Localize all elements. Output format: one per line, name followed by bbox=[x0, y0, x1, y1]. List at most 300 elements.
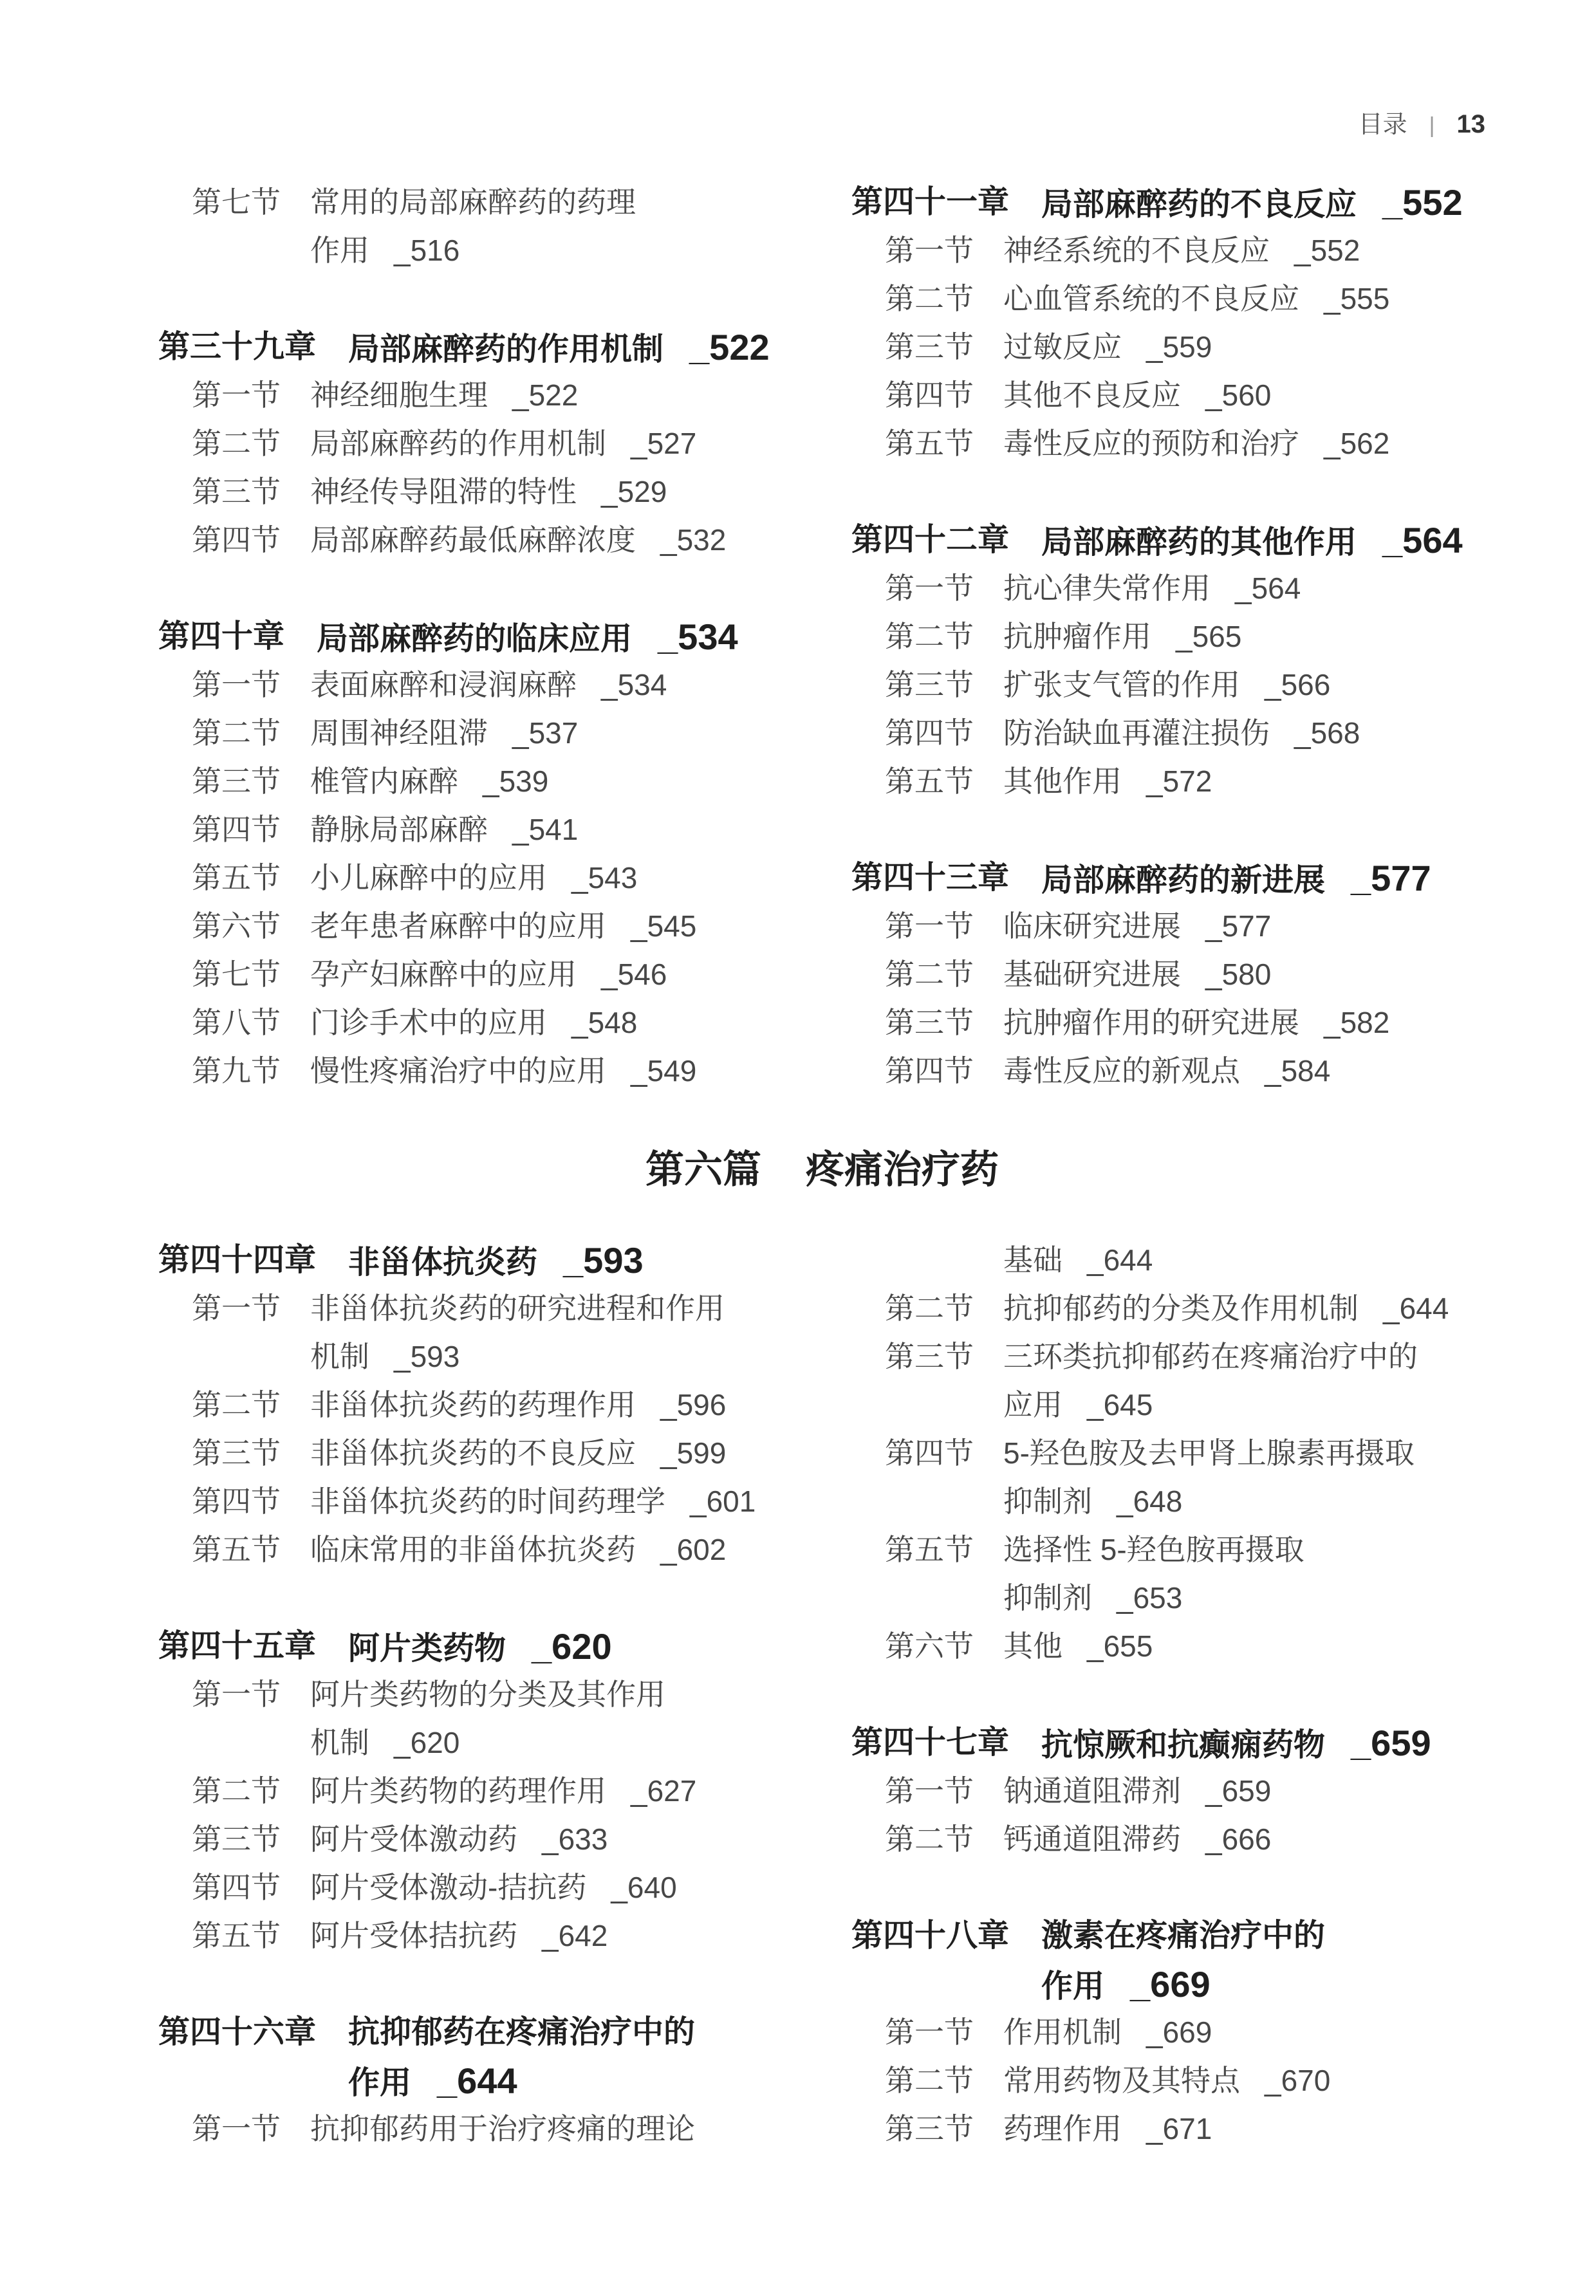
chapter-heading bbox=[851, 516, 1521, 564]
section-title: 阿片类药物的药理作用 bbox=[310, 1774, 606, 1808]
section-title: 阿片受体拮抗药 bbox=[310, 1919, 517, 1952]
section-title: 慢性疼痛治疗中的应用 bbox=[310, 1054, 606, 1088]
section-line bbox=[1003, 323, 1212, 371]
chapter-title: 局部麻醉药的作用机制 bbox=[348, 332, 664, 367]
toc-chapter bbox=[158, 1622, 828, 1960]
toc-section bbox=[158, 420, 828, 468]
section-title: 孕产妇麻醉中的应用 bbox=[310, 958, 577, 991]
chapter-body bbox=[1041, 178, 1463, 227]
section-title: 抗心律失常作用 bbox=[1003, 571, 1211, 605]
chapter-body bbox=[1041, 854, 1431, 902]
section-title: 抗肿瘤作用的研究进展 bbox=[1003, 1006, 1299, 1039]
section-line bbox=[310, 227, 636, 275]
chapter-line bbox=[1041, 1719, 1431, 1767]
toc-chapter bbox=[851, 1912, 1521, 2153]
running-head-divider: | bbox=[1429, 113, 1435, 138]
toc-column-upper-left bbox=[158, 178, 828, 1095]
section-line bbox=[1003, 1429, 1415, 1477]
section-title: 基础 bbox=[1003, 1243, 1062, 1277]
section-line bbox=[310, 1477, 756, 1526]
section-line bbox=[310, 1671, 665, 1719]
section-page: _580 bbox=[1205, 958, 1272, 991]
section-label: 第一节 bbox=[885, 234, 974, 267]
section-line bbox=[1003, 2105, 1212, 2153]
chapter-body bbox=[1041, 516, 1463, 564]
toc-section bbox=[851, 902, 1521, 950]
section-label: 第三节 bbox=[885, 1006, 974, 1039]
section-page: _548 bbox=[571, 1006, 638, 1039]
part-heading bbox=[645, 1144, 999, 1196]
toc-section bbox=[851, 709, 1521, 757]
section-line bbox=[1003, 1622, 1153, 1671]
toc-section bbox=[158, 516, 828, 564]
chapter-label: 第四十二章 bbox=[851, 523, 1010, 557]
section-title: 神经系统的不良反应 bbox=[1003, 234, 1270, 267]
section-page: _593 bbox=[394, 1340, 460, 1373]
section-body bbox=[1003, 1429, 1415, 1526]
section-line bbox=[1003, 1815, 1271, 1864]
toc-section bbox=[158, 902, 828, 950]
section-page: _627 bbox=[631, 1774, 697, 1808]
section-line bbox=[1003, 2008, 1212, 2057]
toc-section bbox=[851, 275, 1521, 323]
section-label: 第一节 bbox=[885, 909, 974, 943]
section-line bbox=[310, 1526, 726, 1574]
toc-section bbox=[158, 757, 828, 806]
section-line bbox=[310, 1719, 665, 1767]
section-line bbox=[310, 1864, 677, 1912]
toc-section bbox=[158, 1429, 828, 1477]
section-label: 第四节 bbox=[192, 1485, 281, 1518]
section-page: _659 bbox=[1205, 1774, 1272, 1808]
section-label: 第五节 bbox=[885, 764, 974, 798]
section-title: 抗抑郁药的分类及作用机制 bbox=[1003, 1292, 1359, 1325]
toc-section bbox=[851, 1622, 1521, 1671]
section-page: _644 bbox=[1383, 1292, 1449, 1325]
section-page: _599 bbox=[660, 1436, 727, 1470]
section-page: _596 bbox=[660, 1388, 727, 1421]
section-page: _522 bbox=[512, 378, 579, 412]
chapter-title: 抗惊厥和抗癫痫药物 bbox=[1041, 1728, 1326, 1763]
section-title: 心血管系统的不良反应 bbox=[1003, 282, 1299, 315]
section-label: 第一节 bbox=[885, 1774, 974, 1808]
toc-chapter bbox=[851, 178, 1521, 468]
section-line bbox=[310, 1429, 726, 1477]
section-title: 神经细胞生理 bbox=[310, 378, 488, 412]
toc-section bbox=[158, 709, 828, 757]
section-label: 第二节 bbox=[885, 282, 974, 315]
section-title: 选择性 5-羟色胺再摄取 bbox=[1003, 1533, 1304, 1566]
section-label: 第一节 bbox=[192, 1678, 281, 1711]
section-page: _539 bbox=[483, 764, 549, 798]
section-title: 临床常用的非甾体抗炎药 bbox=[310, 1533, 636, 1566]
section-label: 第二节 bbox=[885, 1822, 974, 1856]
chapter-page: _577 bbox=[1351, 858, 1431, 898]
section-line bbox=[310, 1767, 696, 1815]
running-head-title: 目录 bbox=[1358, 111, 1407, 138]
chapter-title: 作用 bbox=[1041, 1969, 1105, 2004]
section-title: 抑制剂 bbox=[1003, 1581, 1092, 1615]
chapter-page: _659 bbox=[1351, 1723, 1431, 1763]
section-body bbox=[310, 178, 636, 275]
section-line bbox=[310, 516, 726, 564]
section-title: 药理作用 bbox=[1003, 2112, 1122, 2145]
section-title: 其他作用 bbox=[1003, 764, 1122, 798]
section-title: 三环类抗抑郁药在疼痛治疗中的 bbox=[1003, 1340, 1418, 1373]
section-title: 常用的局部麻醉药的药理 bbox=[310, 185, 636, 219]
section-body bbox=[310, 1284, 725, 1381]
chapter-heading bbox=[158, 2008, 828, 2105]
section-line bbox=[310, 854, 637, 902]
section-title: 表面麻醉和浸润麻醉 bbox=[310, 668, 577, 701]
section-title: 5-羟色胺及去甲肾上腺素再摄取 bbox=[1003, 1436, 1415, 1470]
section-label: 第四节 bbox=[885, 1054, 974, 1088]
section-line bbox=[1003, 709, 1360, 757]
section-label: 第三节 bbox=[885, 2112, 974, 2145]
chapter-label: 第三十九章 bbox=[158, 329, 317, 364]
chapter-title: 局部麻醉药的临床应用 bbox=[317, 622, 633, 656]
section-title: 钙通道阻滞药 bbox=[1003, 1822, 1181, 1856]
section-line bbox=[310, 178, 636, 227]
section-label: 第一节 bbox=[192, 668, 281, 701]
chapter-title: 局部麻醉药的其他作用 bbox=[1041, 525, 1357, 560]
section-label: 第七节 bbox=[192, 185, 281, 219]
section-line bbox=[310, 661, 667, 709]
section-label: 第三节 bbox=[192, 475, 281, 508]
toc-section bbox=[851, 661, 1521, 709]
section-title: 临床研究进展 bbox=[1003, 909, 1181, 943]
section-page: _552 bbox=[1294, 234, 1360, 267]
chapter-line bbox=[348, 323, 770, 371]
section-title: 钠通道阻滞剂 bbox=[1003, 1774, 1181, 1808]
toc-section bbox=[851, 999, 1521, 1047]
chapter-page: _644 bbox=[437, 2060, 517, 2101]
section-page: _546 bbox=[601, 958, 667, 991]
toc-section bbox=[158, 1381, 828, 1429]
chapter-line bbox=[1041, 854, 1431, 902]
chapter-title: 局部麻醉药的新进展 bbox=[1041, 863, 1326, 898]
toc-chapter-continued bbox=[851, 1236, 1521, 1671]
section-label: 第四节 bbox=[885, 716, 974, 750]
section-title: 防治缺血再灌注损伤 bbox=[1003, 716, 1270, 750]
toc-section bbox=[851, 420, 1521, 468]
section-page: _560 bbox=[1205, 378, 1272, 412]
toc-section bbox=[158, 1912, 828, 1960]
section-line bbox=[1003, 1526, 1304, 1574]
section-title: 老年患者麻醉中的应用 bbox=[310, 909, 606, 943]
section-body bbox=[310, 1671, 665, 1767]
section-line bbox=[1003, 661, 1330, 709]
section-title: 门诊手术中的应用 bbox=[310, 1006, 547, 1039]
section-line bbox=[1003, 950, 1271, 999]
section-label: 第四节 bbox=[885, 378, 974, 412]
section-page: _670 bbox=[1265, 2064, 1331, 2097]
section-label: 第三节 bbox=[885, 330, 974, 364]
section-page: _666 bbox=[1205, 1822, 1272, 1856]
chapter-body bbox=[348, 1236, 644, 1284]
chapter-label: 第四十六章 bbox=[158, 2015, 317, 2050]
toc-section bbox=[158, 468, 828, 516]
toc-section bbox=[158, 1477, 828, 1526]
chapter-page: _669 bbox=[1130, 1964, 1211, 2004]
chapter-line bbox=[317, 613, 738, 661]
section-line bbox=[310, 2105, 695, 2153]
toc-section bbox=[851, 1429, 1521, 1526]
chapter-label: 第四十三章 bbox=[851, 860, 1010, 895]
section-title: 阿片受体激动-拮抗药 bbox=[310, 1871, 587, 1904]
section-title: 静脉局部麻醉 bbox=[310, 813, 488, 846]
section-title: 扩张支气管的作用 bbox=[1003, 668, 1240, 701]
chapter-body bbox=[1041, 1719, 1431, 1767]
section-line bbox=[1003, 1574, 1304, 1622]
section-page: _640 bbox=[611, 1871, 677, 1904]
section-line bbox=[1003, 1477, 1415, 1526]
chapter-line bbox=[1041, 1960, 1325, 2008]
section-page: _564 bbox=[1235, 571, 1301, 605]
section-title: 其他不良反应 bbox=[1003, 378, 1181, 412]
section-label: 第一节 bbox=[885, 2015, 974, 2049]
chapter-label: 第四十章 bbox=[158, 619, 285, 654]
section-title: 非甾体抗炎药的时间药理学 bbox=[310, 1485, 665, 1518]
chapter-label: 第四十一章 bbox=[851, 185, 1010, 219]
section-page: _565 bbox=[1176, 620, 1242, 653]
toc-section bbox=[851, 323, 1521, 371]
section-title: 抗肿瘤作用 bbox=[1003, 620, 1151, 653]
section-label: 第一节 bbox=[192, 2112, 281, 2145]
chapter-label: 第四十五章 bbox=[158, 1629, 317, 1663]
part-title: 疼痛治疗药 bbox=[806, 1148, 999, 1191]
toc-section bbox=[158, 1767, 828, 1815]
section-label: 第三节 bbox=[192, 764, 281, 798]
toc-section bbox=[158, 1047, 828, 1095]
section-page: _566 bbox=[1265, 668, 1331, 701]
toc-section bbox=[851, 950, 1521, 999]
section-title: 抑制剂 bbox=[1003, 1485, 1092, 1518]
toc-section bbox=[851, 1047, 1521, 1095]
section-page: _671 bbox=[1146, 2112, 1212, 2145]
section-line bbox=[310, 1047, 696, 1095]
toc-chapter bbox=[158, 1236, 828, 1574]
section-label: 第五节 bbox=[192, 861, 281, 894]
toc-section bbox=[851, 1815, 1521, 1864]
toc-section bbox=[851, 2008, 1521, 2057]
section-body bbox=[1003, 1333, 1418, 1429]
toc-section bbox=[851, 371, 1521, 420]
section-page: _642 bbox=[542, 1919, 608, 1952]
section-page: _529 bbox=[601, 475, 667, 508]
section-label: 第五节 bbox=[885, 427, 974, 460]
section-page: _645 bbox=[1087, 1388, 1153, 1421]
chapter-title: 激素在疼痛治疗中的 bbox=[1041, 1918, 1326, 1953]
section-line bbox=[310, 757, 548, 806]
chapter-line bbox=[348, 2008, 695, 2057]
section-line bbox=[310, 1333, 725, 1381]
chapter-title: 作用 bbox=[348, 2066, 412, 2100]
section-title: 非甾体抗炎药的药理作用 bbox=[310, 1388, 636, 1421]
chapter-page: _534 bbox=[658, 616, 738, 657]
section-page: _577 bbox=[1205, 909, 1272, 943]
section-line bbox=[1003, 1333, 1418, 1381]
section-title: 作用 bbox=[310, 234, 369, 267]
section-title: 小儿麻醉中的应用 bbox=[310, 861, 547, 894]
chapter-heading bbox=[851, 178, 1521, 227]
section-page: _516 bbox=[394, 234, 460, 267]
toc-section bbox=[158, 2105, 828, 2153]
toc-chapter bbox=[851, 1719, 1521, 1864]
chapter-body bbox=[1041, 1912, 1325, 2008]
section-page: _537 bbox=[512, 716, 579, 750]
chapter-body bbox=[317, 613, 738, 661]
toc-chapter bbox=[158, 323, 828, 564]
section-line bbox=[1003, 564, 1301, 613]
toc-section bbox=[851, 1526, 1521, 1622]
section-line bbox=[1003, 999, 1389, 1047]
section-title: 其他 bbox=[1003, 1629, 1062, 1663]
section-line-continued bbox=[851, 1236, 1521, 1284]
section-page: _532 bbox=[660, 523, 727, 557]
section-line bbox=[310, 371, 578, 420]
section-title: 毒性反应的新观点 bbox=[1003, 1054, 1240, 1088]
section-line bbox=[1003, 613, 1241, 661]
section-label: 第四节 bbox=[192, 813, 281, 846]
chapter-label: 第四十八章 bbox=[851, 1918, 1010, 1953]
section-label: 第六节 bbox=[192, 909, 281, 943]
part-label: 第六篇 bbox=[645, 1148, 761, 1191]
section-title: 机制 bbox=[310, 1726, 369, 1759]
section-label: 第三节 bbox=[885, 668, 974, 701]
section-label: 第一节 bbox=[885, 571, 974, 605]
section-title: 作用机制 bbox=[1003, 2015, 1122, 2049]
chapter-line bbox=[1041, 516, 1463, 564]
section-title: 毒性反应的预防和治疗 bbox=[1003, 427, 1299, 460]
chapter-body bbox=[348, 323, 770, 371]
section-title: 抗抑郁药用于治疗疼痛的理论 bbox=[310, 2112, 695, 2145]
section-label: 第五节 bbox=[885, 1533, 974, 1566]
section-page: _562 bbox=[1324, 427, 1390, 460]
toc-section bbox=[158, 1526, 828, 1574]
toc-section bbox=[851, 1333, 1521, 1429]
toc-section bbox=[158, 950, 828, 999]
toc-chapter bbox=[851, 854, 1521, 1095]
section-page: _534 bbox=[601, 668, 667, 701]
chapter-page: _552 bbox=[1382, 182, 1463, 223]
toc-section bbox=[851, 1284, 1521, 1333]
section-title: 常用药物及其特点 bbox=[1003, 2064, 1240, 2097]
chapter-title: 局部麻醉药的不良反应 bbox=[1041, 187, 1357, 222]
toc-section bbox=[158, 806, 828, 854]
chapter-body bbox=[348, 2008, 695, 2105]
section-page: _653 bbox=[1117, 1581, 1183, 1615]
toc-chapter bbox=[851, 516, 1521, 806]
section-label: 第二节 bbox=[192, 1388, 281, 1421]
section-label: 第一节 bbox=[192, 1292, 281, 1325]
section-label: 第二节 bbox=[192, 1774, 281, 1808]
section-line bbox=[310, 902, 696, 950]
chapter-body bbox=[348, 1622, 612, 1671]
chapter-heading bbox=[158, 613, 828, 661]
chapter-heading bbox=[851, 854, 1521, 902]
section-label: 第三节 bbox=[885, 1340, 974, 1373]
section-line bbox=[1003, 1047, 1330, 1095]
section-line bbox=[1003, 1284, 1449, 1333]
section-line bbox=[1003, 1381, 1418, 1429]
section-label: 第八节 bbox=[192, 1006, 281, 1039]
section-line bbox=[310, 420, 696, 468]
section-title: 阿片类药物的分类及其作用 bbox=[310, 1678, 665, 1711]
chapter-line bbox=[1041, 1912, 1325, 1960]
toc-section bbox=[158, 1864, 828, 1912]
section-line bbox=[1003, 2057, 1330, 2105]
section-title: 阿片受体激动药 bbox=[310, 1822, 517, 1856]
section-label: 第六节 bbox=[885, 1629, 974, 1663]
section-page: _669 bbox=[1146, 2015, 1212, 2049]
section-label: 第一节 bbox=[192, 378, 281, 412]
section-title: 神经传导阻滞的特性 bbox=[310, 475, 577, 508]
section-label: 第二节 bbox=[885, 620, 974, 653]
toc-column-lower-left bbox=[158, 1236, 828, 2153]
section-line bbox=[310, 1284, 725, 1333]
toc-section bbox=[158, 999, 828, 1047]
chapter-title: 非甾体抗炎药 bbox=[348, 1245, 538, 1280]
toc-section bbox=[851, 564, 1521, 613]
section-title: 基础研究进展 bbox=[1003, 958, 1181, 991]
section-page: _584 bbox=[1265, 1054, 1331, 1088]
chapter-title: 抗抑郁药在疼痛治疗中的 bbox=[348, 2015, 696, 2050]
section-page: _541 bbox=[512, 813, 579, 846]
section-line bbox=[1003, 227, 1360, 275]
section-label: 第九节 bbox=[192, 1054, 281, 1088]
toc-chapter bbox=[158, 613, 828, 1095]
section-line bbox=[310, 1815, 608, 1864]
toc-section bbox=[158, 371, 828, 420]
chapter-title: 阿片类药物 bbox=[348, 1631, 506, 1666]
chapter-label: 第四十七章 bbox=[851, 1725, 1010, 1760]
section-title: 局部麻醉药的作用机制 bbox=[310, 427, 606, 460]
section-line bbox=[1003, 371, 1271, 420]
section-line bbox=[310, 1912, 608, 1960]
toc-column-lower-right bbox=[851, 1236, 1521, 2153]
chapter-page: _522 bbox=[689, 327, 770, 367]
section-line bbox=[310, 1381, 726, 1429]
section-page: _568 bbox=[1294, 716, 1360, 750]
chapter-page: _620 bbox=[532, 1626, 612, 1667]
chapter-heading bbox=[158, 323, 828, 371]
section-line bbox=[1003, 420, 1389, 468]
section-page: _655 bbox=[1087, 1629, 1153, 1663]
toc-section bbox=[158, 661, 828, 709]
chapter-heading bbox=[851, 1719, 1521, 1767]
toc-section bbox=[851, 2057, 1521, 2105]
section-title: 应用 bbox=[1003, 1388, 1062, 1421]
section-title: 非甾体抗炎药的研究进程和作用 bbox=[310, 1292, 725, 1325]
section-line bbox=[310, 806, 578, 854]
chapter-label: 第四十四章 bbox=[158, 1243, 317, 1277]
toc-section bbox=[158, 854, 828, 902]
section-label: 第三节 bbox=[192, 1822, 281, 1856]
section-label: 第二节 bbox=[885, 1292, 974, 1325]
section-page: _620 bbox=[394, 1726, 460, 1759]
section-line bbox=[310, 999, 637, 1047]
page-number: 13 bbox=[1456, 110, 1485, 138]
chapter-page: _593 bbox=[563, 1240, 644, 1281]
section-page: _602 bbox=[660, 1533, 727, 1566]
section-page: _543 bbox=[571, 861, 638, 894]
section-label: 第四节 bbox=[192, 1871, 281, 1904]
section-page: _633 bbox=[542, 1822, 608, 1856]
toc-section bbox=[158, 1284, 828, 1381]
chapter-heading bbox=[158, 1622, 828, 1671]
section-page: _644 bbox=[1087, 1243, 1153, 1277]
